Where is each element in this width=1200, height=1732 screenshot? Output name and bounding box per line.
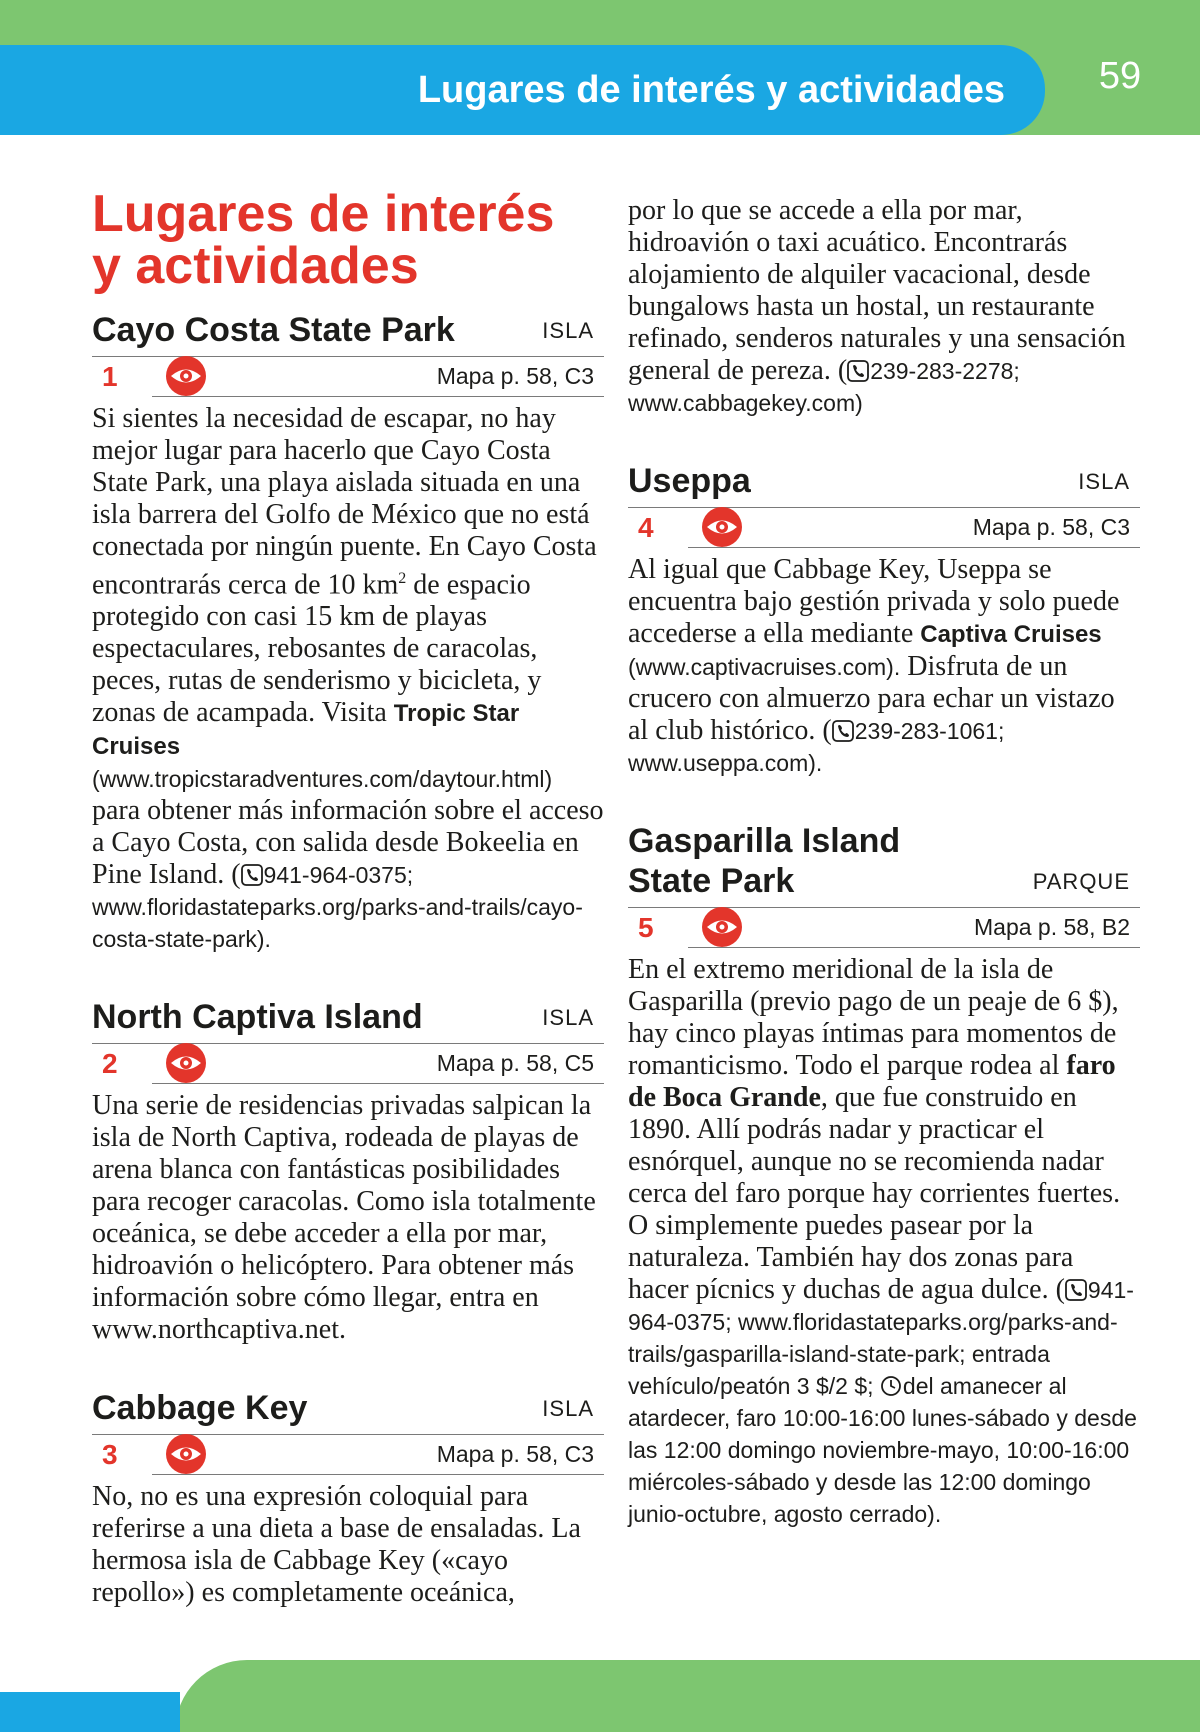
phone-icon bbox=[241, 864, 263, 886]
entry-name: Cabbage Key bbox=[92, 1389, 308, 1428]
operator-link: (www.captivacruises.com). bbox=[628, 654, 901, 680]
entry-type: ISLA bbox=[542, 318, 594, 343]
eye-icon bbox=[164, 354, 208, 398]
entry-head bbox=[92, 310, 604, 350]
entry-gasparilla bbox=[628, 821, 1140, 1530]
bottom-green-band bbox=[175, 1660, 1200, 1732]
entry-type: PARQUE bbox=[1032, 869, 1130, 894]
contact-info: 239-283-1061; www.useppa.com). bbox=[628, 718, 1005, 776]
header-title: Lugares de interés y actividades bbox=[417, 69, 1005, 111]
entry-cayo-costa bbox=[92, 310, 604, 955]
phone-icon bbox=[847, 360, 869, 382]
entry-north-captiva bbox=[92, 997, 604, 1346]
header-band bbox=[0, 45, 1045, 135]
eye-icon bbox=[700, 505, 744, 549]
entry-body: Una serie de residencias privadas salpican la isla de North Captiva, rodeada de playas de arena blanca con fantásticas posibilidades para recoger caracolas. Como isla totalmente oceánica, se debe acceder a ella por mar, hidroavión o helicóptero. Para obtener más información sobre cómo llegar, entra en www.northcaptiva.net. bbox=[92, 1090, 596, 1346]
entry-body bbox=[628, 195, 1140, 419]
page-number: 59 bbox=[1098, 55, 1142, 97]
entry-type: ISLA bbox=[1078, 469, 1130, 494]
contact-info: 239-283-2278; www.cabbagekey.com) bbox=[628, 358, 1020, 416]
entry-body bbox=[92, 403, 604, 955]
eye-icon bbox=[164, 1432, 208, 1476]
entry-type: ISLA bbox=[542, 1396, 594, 1422]
eye-icon bbox=[700, 905, 744, 949]
entry-name-line2: State Park bbox=[628, 862, 795, 900]
phone-icon bbox=[1065, 1279, 1087, 1301]
clock-icon bbox=[880, 1375, 902, 1397]
entry-name-line1: Gasparilla Island bbox=[628, 822, 901, 860]
operator-name: Tropic Star Cruises bbox=[92, 700, 520, 761]
entry-name: Cayo Costa State Park bbox=[92, 311, 455, 349]
entry-head bbox=[628, 821, 1140, 901]
right-column bbox=[628, 195, 1140, 1572]
body-text: , que fue construido en 1890. Allí podrás nadar y practicar el esnórquel, aunque no se recomienda nadar cerca del faro porque hay corrientes fuertes. O simplemente puedes pasear por la naturaleza. También hay dos zonas para hacer pícnics y duchas de agua dulce. ( bbox=[628, 1082, 1121, 1305]
entry-bar bbox=[628, 907, 1140, 948]
entry-number: 1 bbox=[102, 361, 118, 392]
map-reference: Mapa p. 58, C5 bbox=[436, 1050, 594, 1077]
map-reference: Mapa p. 58, B2 bbox=[974, 914, 1130, 940]
phone-icon bbox=[832, 720, 854, 742]
entry-cabbage-key-continued bbox=[628, 195, 1140, 419]
entry-bar bbox=[92, 1434, 604, 1475]
entry-name: Useppa bbox=[628, 462, 751, 500]
entry-number: 5 bbox=[638, 912, 654, 943]
contact-info: 941-964-0375; www.floridastateparks.org/parks-and-trails/gasparilla-island-state-park; entrada vehículo/peatón 3 $/2 $; bbox=[628, 1277, 1134, 1399]
operator-link: (www.tropicstaradventures.com/daytour.html) bbox=[92, 766, 553, 793]
body-text: por lo que se accede a ella por mar, hidroavión o taxi acuático. Encontrarás alojamiento de alquiler vacacional, desde bungalows hasta un hostal, un restaurante refinado, senderos naturales y una sensación general de pereza. ( bbox=[628, 195, 1126, 386]
operator-name: Captiva Cruises bbox=[920, 621, 1102, 648]
contact-info: 941-964-0375; www.floridastateparks.org/parks-and-trails/cayo-costa-state-park). bbox=[92, 862, 583, 953]
entry-cabbage-key bbox=[92, 1388, 604, 1609]
eye-icon bbox=[164, 1041, 208, 1085]
superscript: 2 bbox=[398, 570, 407, 587]
body-text: para obtener más información sobre el acceso a Cayo Costa, con salida desde Bokeelia en Pine Island. ( bbox=[92, 795, 604, 891]
map-reference: Mapa p. 58, C3 bbox=[972, 514, 1130, 540]
entry-body bbox=[628, 554, 1140, 779]
entry-bar bbox=[628, 507, 1140, 548]
section-heading-line2: y actividades bbox=[92, 237, 419, 295]
entry-number: 4 bbox=[638, 512, 654, 543]
entry-type: ISLA bbox=[542, 1005, 594, 1031]
landmark-name: faro de Boca Grande bbox=[628, 1050, 1116, 1113]
opening-hours: del amanecer al atardecer, faro 10:00-16:00 lunes-sábado y desde las 12:00 domingo noviembre-mayo, 10:00-16:00 miércoles-sábado y desde las 12:00 domingo junio-octubre, agosto cerrado). bbox=[628, 1373, 1137, 1527]
map-reference: Mapa p. 58, C3 bbox=[436, 363, 594, 389]
body-text: Disfruta de un crucero con almuerzo para echar un vistazo al club histórico. ( bbox=[628, 651, 1115, 746]
entry-name: North Captiva Island bbox=[92, 998, 423, 1037]
entry-body bbox=[628, 954, 1140, 1530]
entry-head bbox=[92, 997, 604, 1037]
body-text: En el extremo meridional de la isla de Gasparilla (previo pago de un peaje de 6 $), hay cinco playas íntimas para momentos de romanticismo. Todo el parque rodea al bbox=[628, 954, 1119, 1081]
entry-name bbox=[628, 821, 900, 901]
entry-bar bbox=[92, 1043, 604, 1084]
body-text: Si sientes la necesidad de escapar, no hay mejor lugar para hacerlo que Cayo Costa State Park, una playa aislada situada en una isla barrera del Golfo de México que no está conectada por ningún puente. En Cayo Costa encontrarás cerca de 10 km bbox=[92, 403, 597, 601]
bottom-blue-band bbox=[0, 1692, 180, 1732]
entry-head bbox=[92, 1388, 604, 1428]
entry-number: 3 bbox=[102, 1439, 118, 1471]
section-heading-line1: Lugares de interés bbox=[92, 185, 555, 243]
left-column bbox=[92, 185, 604, 1609]
body-text: Al igual que Cabbage Key, Useppa se encuentra bajo gestión privada y solo puede accederse a ella mediante bbox=[628, 554, 1120, 649]
section-heading bbox=[92, 185, 604, 295]
body-text: de espacio protegido con casi 15 km de playas espectaculares, rebosantes de caracolas, peces, rutas de senderismo y bicicleta, y zonas de acampada. Visita bbox=[92, 569, 542, 729]
entry-body: No, no es una expresión coloquial para referirse a una dieta a base de ensaladas. La hermosa isla de Cabbage Key («cayo repollo») es completamente oceánica, bbox=[92, 1481, 581, 1609]
map-reference: Mapa p. 58, C3 bbox=[436, 1441, 594, 1468]
entry-bar bbox=[92, 356, 604, 397]
entry-number: 2 bbox=[102, 1048, 118, 1080]
entry-useppa bbox=[628, 461, 1140, 779]
entry-head bbox=[628, 461, 1140, 501]
